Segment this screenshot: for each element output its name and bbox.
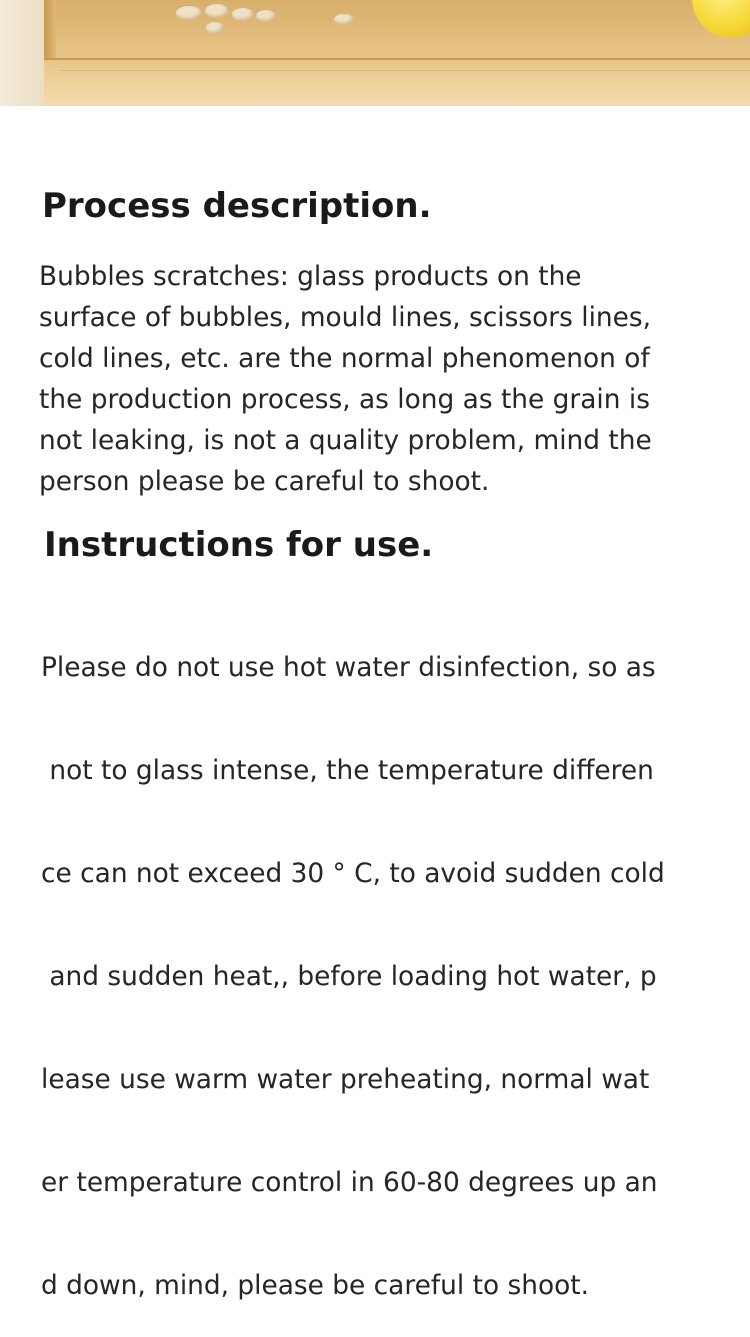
tray-front-edge (44, 58, 750, 106)
text-line: surface of bubbles, mould lines, scissors lines, (39, 302, 652, 333)
oat-flake (256, 10, 276, 22)
text-line: not to glass intense, the temperature differen (41, 755, 654, 786)
text-line: not leaking, is not a quality problem, mind the (39, 425, 652, 456)
text-line: Bubbles scratches: glass products on the (39, 261, 582, 292)
text-line: d down, mind, please be careful to shoot. (41, 1270, 589, 1301)
process-description-text (39, 256, 652, 502)
lemon (692, 0, 750, 38)
text-line: Please do not use hot water disinfection, so as (41, 652, 656, 683)
oat-flake (206, 22, 224, 34)
product-photo (0, 0, 750, 106)
text-line: person please be careful to shoot. (39, 466, 490, 497)
oat-flake (176, 6, 202, 20)
text-line: cold lines, etc. are the normal phenomenon of (39, 343, 650, 374)
instructions-text (41, 585, 665, 1337)
text-line: the production process, as long as the grain is (39, 384, 650, 415)
oat-flake (334, 14, 354, 25)
text-line: er temperature control in 60-80 degrees up an (41, 1167, 658, 1198)
text-line: ce can not exceed 30 ° C, to avoid sudden cold (41, 858, 665, 889)
text-line: lease use warm water preheating, normal wat (41, 1064, 650, 1095)
process-description-heading: Process description. (42, 186, 432, 226)
oat-flake (205, 4, 229, 18)
oat-flake (232, 8, 254, 21)
instructions-heading: Instructions for use. (44, 525, 434, 565)
text-line: and sudden heat,, before loading hot water, p (41, 961, 657, 992)
wood-grain (60, 70, 750, 71)
